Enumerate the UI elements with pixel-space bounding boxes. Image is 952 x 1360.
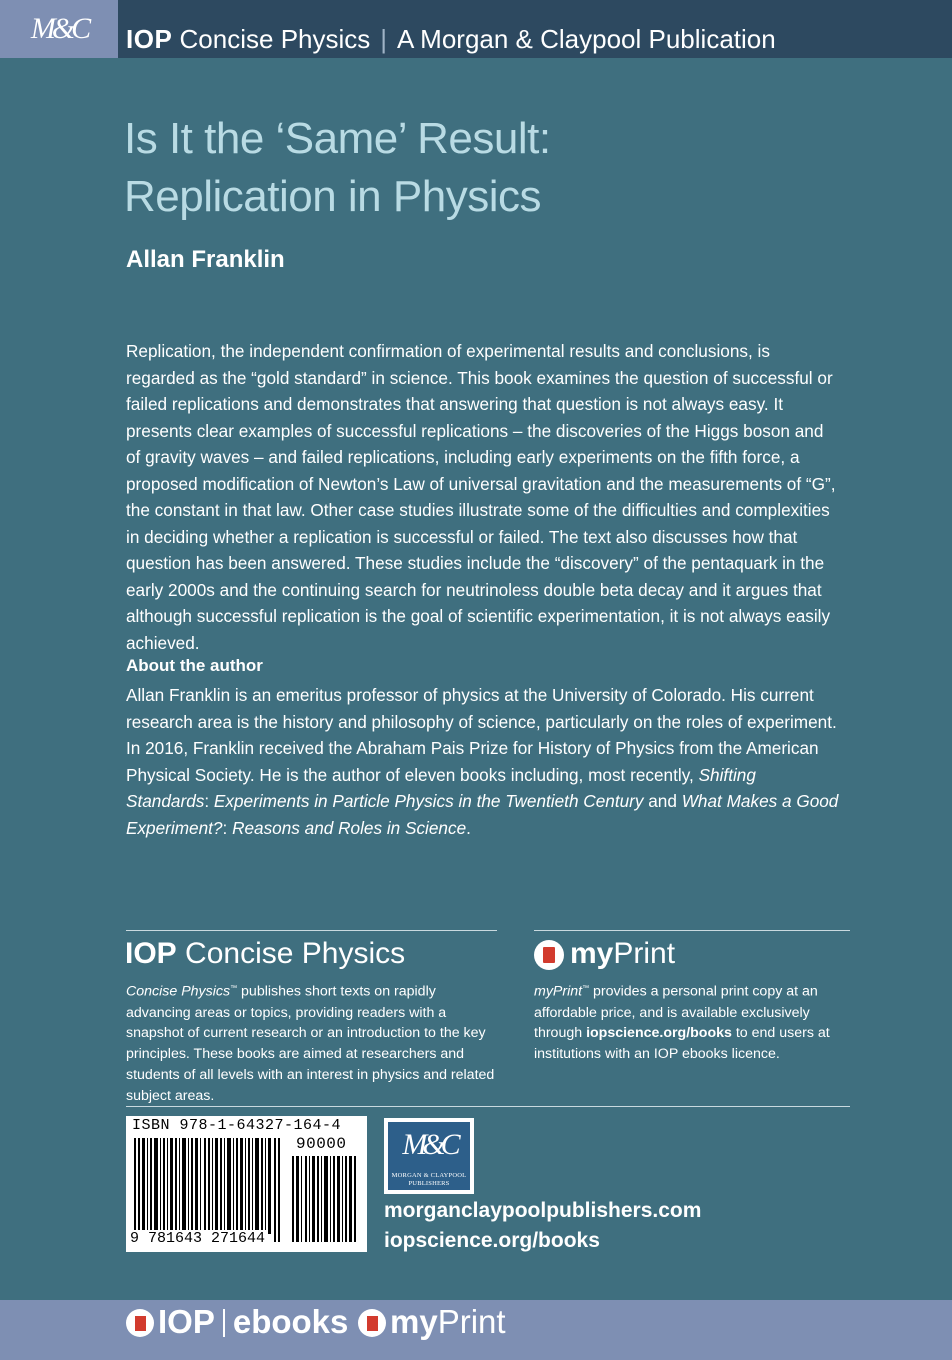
book-title-line2: Replication in Physics [124, 172, 541, 221]
book-title-line1: Is It the ‘Same’ Result: [124, 114, 551, 163]
book-author: Allan Franklin [126, 246, 285, 273]
publisher-label: MORGAN & CLAYPOOL PUBLISHERS [391, 1172, 467, 1187]
addon-barcode-bars-icon [292, 1156, 358, 1242]
series-header [126, 22, 776, 56]
footer-myprint-logo: myPrint [358, 1302, 506, 1342]
barcode-digits: 9 781643 271644 [130, 1230, 266, 1247]
barcode-bars-icon [134, 1138, 286, 1242]
series-publication: A Morgan & Claypool Publication [397, 24, 776, 54]
publisher-logo [384, 1118, 474, 1194]
isbn-label: ISBN 978-1-64327-164-4 [132, 1117, 342, 1134]
mc-corner-logo [0, 0, 118, 58]
myprint-text: myPrint™ provides a personal print copy at an affordable price, and is available exclusively through iopscience.org/books to end users at institutions with an IOP ebooks licence. [534, 983, 830, 1063]
iop-concise-text: Concise Physics™ publishes short texts on rapidly advancing areas or topics, providing readers with a snapshot of current research or an introduction to the key principles. These books are aimed at researchers and students of all levels with an interest in physics and related subject areas. [126, 983, 495, 1104]
series-name: Concise Physics [179, 24, 371, 54]
book-blurb: Replication, the independent confirmation of experimental results and conclusions, is regarded as the “gold standard” in science. This book examines the question of successful or failed replications and demonstrates that answering that question is not always easy. It presents clear examples of successful replications – the discoveries of the Higgs boson and of gravity waves – and failed replications, including early experiments on the fifth force, a proposed modification of Newton’s Law of universal gravitation and the measurements of “G”, the constant in that law. Other case studies illustrate some of the difficulties and complexities in deciding whether a replication is successful or failed. The text also discusses how that question has been answered. These studies include the “discovery” of the pentaquark in the early 2000s and the continuing search for neutrinoless double beta decay and it argues that although successful replication is the goal of scientific experimentation, it is not always easily achieved. [126, 341, 836, 653]
publisher-mark: M&C [402, 1128, 456, 1161]
mc-logo-icon: M&C [30, 12, 88, 45]
myprint-badge-icon [534, 940, 564, 970]
divider-top [126, 930, 497, 931]
footer-iop-ebooks-logo: IOP ebooks [126, 1302, 348, 1342]
myprint-title: myPrint [534, 936, 675, 972]
about-body: Allan Franklin is an emeritus professor of physics at the University of Colorado. His current research area is the history and philosophy of science, particularly on the roles of experiment. In 2016, Franklin received the Abraham Pais Prize for History of Physics from the American Physical Society. He is the author of eleven books including, most recently, Shifting Standards: Experiments in Particle Physics in the Twentieth Century and What Makes a Good Experiment?: Reasons and Roles in Science. [126, 685, 839, 838]
series-iop: IOP [126, 24, 173, 54]
about-heading: About the author [126, 656, 263, 675]
myprint-footer-badge-icon [358, 1309, 386, 1337]
series-separator: | [380, 24, 388, 54]
iop-badge-icon [126, 1309, 154, 1337]
iopscience-url[interactable]: iopscience.org/books [384, 1229, 600, 1252]
publisher-url[interactable]: morganclaypoolpublishers.com [384, 1199, 702, 1222]
iop-concise-title: IOP Concise Physics [125, 937, 406, 970]
isbn-barcode [126, 1116, 367, 1252]
book-title [124, 110, 844, 226]
price-code: 90000 [296, 1135, 347, 1153]
divider-top-right [534, 930, 850, 931]
